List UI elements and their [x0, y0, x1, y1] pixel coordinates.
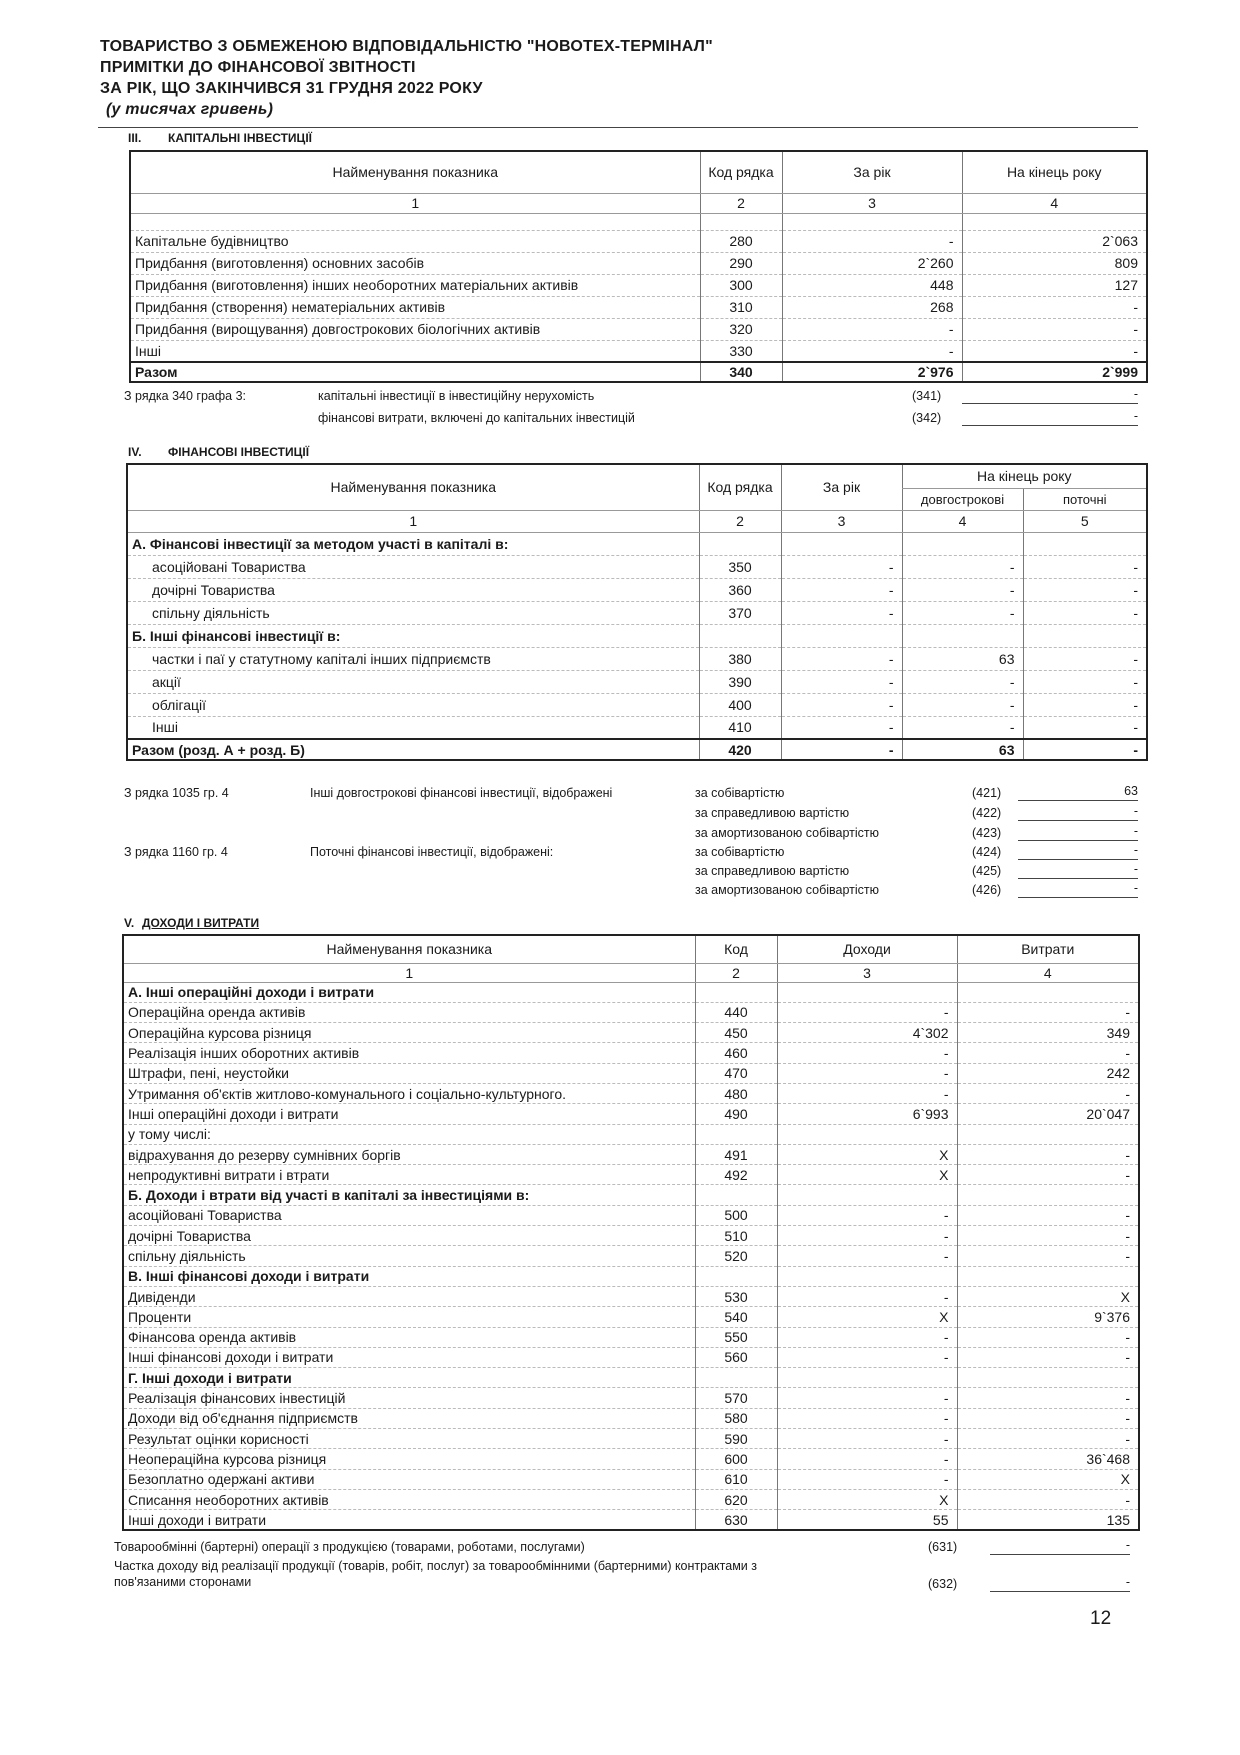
- table-row: [123, 1489, 1139, 1509]
- income-value: 55: [777, 1510, 957, 1530]
- income-value: -: [777, 1429, 957, 1449]
- income-value: -: [777, 1002, 957, 1022]
- row-code: 492: [695, 1165, 777, 1185]
- note-code: (632): [928, 1577, 958, 1591]
- note-item: за справедливою вартістю: [695, 806, 850, 820]
- document-title: ПРИМІТКИ ДО ФІНАНСОВОЇ ЗВІТНОСТІ: [100, 59, 416, 76]
- expense-value: 36`468: [957, 1449, 1139, 1469]
- row-code: [695, 1124, 777, 1144]
- table-row: [123, 1083, 1139, 1103]
- row-label: Дивіденди: [123, 1286, 695, 1306]
- group-row: Г. Інші доходи і витрати: [123, 1368, 1139, 1388]
- capital-investments-table: [129, 150, 1148, 383]
- table-row: [123, 1144, 1139, 1164]
- table-row: Інші 410 - - -: [127, 716, 1147, 739]
- row-label: Доходи від об'єднання підприємств: [123, 1408, 695, 1428]
- income-value: -: [777, 1063, 957, 1083]
- row-label: Реалізація фінансових інвестицій: [123, 1388, 695, 1408]
- note-value: -: [962, 409, 1138, 426]
- table-row: [123, 1002, 1139, 1022]
- column-number-row: 1 2 3 4: [123, 963, 1139, 982]
- expense-value: [957, 1124, 1139, 1144]
- row-label: Списання необоротних активів: [123, 1489, 695, 1509]
- income-expenses-table: [122, 934, 1140, 1531]
- row-label: Реалізація інших оборотних активів: [123, 1043, 695, 1063]
- table-row: [123, 1327, 1139, 1347]
- note-value: -: [990, 1575, 1130, 1592]
- income-value: -: [777, 1246, 957, 1266]
- expense-value: -: [957, 1246, 1139, 1266]
- note-value: -: [1018, 824, 1138, 841]
- table-header-row: Найменування показника Код рядка За рік На кінець року: [130, 151, 1147, 193]
- row-code: 530: [695, 1286, 777, 1306]
- row-label: Інші операційні доходи і витрати: [123, 1104, 695, 1124]
- table-row: [123, 1307, 1139, 1327]
- total-row: Разом 340 2`976 2`999: [130, 362, 1147, 382]
- table-row: Придбання (створення) нематеріальних активів 310 268 -: [130, 296, 1147, 318]
- note-code: (421): [972, 786, 1002, 800]
- table-row: Придбання (вирощування) довгострокових біологічних активів 320 - -: [130, 318, 1147, 340]
- table-row: акції 390 - - -: [127, 670, 1147, 693]
- note-value: -: [962, 387, 1138, 404]
- expense-value: -: [957, 1327, 1139, 1347]
- table-row: [123, 1429, 1139, 1449]
- total-row: Разом (розд. А + розд. Б) 420 - 63 -: [127, 739, 1147, 760]
- table-row: частки і паї у статутному капіталі інших підприємств 380 - 63 -: [127, 647, 1147, 670]
- income-expenses-body: [123, 982, 1139, 1530]
- group-row: В. Інші фінансові доходи і витрати: [123, 1266, 1139, 1286]
- table-row: [123, 1063, 1139, 1083]
- row-code: 520: [695, 1246, 777, 1266]
- section4-title: IV. ФІНАНСОВІ ІНВЕСТИЦІЇ: [128, 445, 310, 459]
- row-label: непродуктивні витрати і втрати: [123, 1165, 695, 1185]
- row-label: Результат оцінки корисності: [123, 1429, 695, 1449]
- row-label: Операційна оренда активів: [123, 1002, 695, 1022]
- expense-value: 349: [957, 1023, 1139, 1043]
- table-row: Капітальне будівництво 280 - 2`063: [130, 230, 1147, 252]
- note-code: (342): [912, 411, 942, 425]
- section3-note-prefix: З рядка 340 графа 3:: [124, 389, 246, 403]
- note-item: за амортизованою собівартістю: [695, 883, 879, 897]
- row-label: Неопераційна курсова різниця: [123, 1449, 695, 1469]
- note-prefix: З рядка 1035 гр. 4: [124, 786, 229, 800]
- income-value: -: [777, 1083, 957, 1103]
- row-code: 470: [695, 1063, 777, 1083]
- document-header: [100, 36, 1140, 120]
- row-code: 480: [695, 1083, 777, 1103]
- table-row: [123, 1205, 1139, 1225]
- table-row: [123, 1226, 1139, 1246]
- table-row: облігації 400 - - -: [127, 693, 1147, 716]
- row-code: 570: [695, 1388, 777, 1408]
- table-row: [123, 1124, 1139, 1144]
- expense-value: -: [957, 1002, 1139, 1022]
- note-text: Поточні фінансові інвестиції, відображені:: [310, 845, 554, 859]
- income-value: -: [777, 1286, 957, 1306]
- row-code: 580: [695, 1408, 777, 1428]
- expense-value: -: [957, 1205, 1139, 1225]
- note-prefix: З рядка 1160 гр. 4: [124, 845, 228, 859]
- financial-investments-table: Найменування показника Код рядка За рік На кінець року довгострокові поточні 1 2 3 4 5 А. Фінансові інвестиції за методом участі в капіталі в: асоційовані Товариства 350 - - - дочірні Товариства 360 - - - спільну діяльність 370 - - - Б. Інші фінансові інвестиції в: частки і паї у статутному капіталі інших підприємств 380 - 63 - акції 390 - - - облігації 400 - - - Інші 410 - - - Разом (розд. А + розд. Б) 420 - 63 -: [126, 463, 1148, 761]
- expense-value: 135: [957, 1510, 1139, 1530]
- income-value: -: [777, 1449, 957, 1469]
- section3-note-342: фінансові витрати, включені до капітальних інвестицій: [318, 411, 635, 425]
- table-row: [123, 1449, 1139, 1469]
- income-value: -: [777, 1327, 957, 1347]
- section3-note-341: капітальні інвестиції в інвестиційну нерухомість: [318, 389, 595, 403]
- table-row: [123, 1023, 1139, 1043]
- row-label: Операційна курсова різниця: [123, 1023, 695, 1043]
- table-row: [123, 1286, 1139, 1306]
- note-code: (424): [972, 845, 1002, 859]
- group-row: А. Фінансові інвестиції за методом участі в капіталі в:: [127, 532, 1147, 555]
- note-text: Частка доходу від реалізації продукції (товарів, робіт, послуг) за товарообмінними (бартерними) контрактами з: [114, 1559, 757, 1573]
- income-value: 6`993: [777, 1104, 957, 1124]
- period-title: ЗА РІК, ЩО ЗАКІНЧИВСЯ 31 ГРУДНЯ 2022 РОКУ: [100, 80, 483, 97]
- note-item: за собівартістю: [695, 786, 785, 800]
- table-row: Придбання (виготовлення) інших необоротних матеріальних активів 300 448 127: [130, 274, 1147, 296]
- row-code: 540: [695, 1307, 777, 1327]
- expense-value: -: [957, 1226, 1139, 1246]
- note-text: Інші довгострокові фінансові інвестиції, відображені: [310, 786, 613, 800]
- note-value: 63: [1018, 784, 1138, 801]
- expense-value: -: [957, 1347, 1139, 1367]
- row-label: Штрафи, пені, неустойки: [123, 1063, 695, 1083]
- row-code: 450: [695, 1023, 777, 1043]
- income-value: -: [777, 1205, 957, 1225]
- table-row: спільну діяльність 370 - - -: [127, 601, 1147, 624]
- note-value: -: [990, 1538, 1130, 1555]
- row-label: дочірні Товариства: [123, 1226, 695, 1246]
- expense-value: -: [957, 1489, 1139, 1509]
- table-row: [123, 1246, 1139, 1266]
- row-label: асоційовані Товариства: [123, 1205, 695, 1225]
- expense-value: X: [957, 1469, 1139, 1489]
- note-item: за справедливою вартістю: [695, 864, 850, 878]
- expense-value: -: [957, 1144, 1139, 1164]
- income-value: -: [777, 1388, 957, 1408]
- note-value: -: [1018, 881, 1138, 898]
- row-label: Фінансова оренда активів: [123, 1327, 695, 1347]
- expense-value: X: [957, 1286, 1139, 1306]
- income-value: X: [777, 1489, 957, 1509]
- table-row: Придбання (виготовлення) основних засобів 290 2`260 809: [130, 252, 1147, 274]
- income-value: -: [777, 1408, 957, 1428]
- note-value: -: [1018, 843, 1138, 860]
- expense-value: 242: [957, 1063, 1139, 1083]
- note-code: (631): [928, 1540, 958, 1554]
- section3-title: III. КАПІТАЛЬНІ ІНВЕСТИЦІЇ: [128, 131, 312, 145]
- table-row: [123, 1165, 1139, 1185]
- table-row: дочірні Товариства 360 - - -: [127, 578, 1147, 601]
- section5-title: V. ДОХОДИ І ВИТРАТИ: [124, 916, 260, 930]
- table-row: [123, 1388, 1139, 1408]
- expense-value: -: [957, 1388, 1139, 1408]
- row-label: Проценти: [123, 1307, 695, 1327]
- row-code: 590: [695, 1429, 777, 1449]
- header-divider: [98, 127, 1138, 128]
- row-label: Інші фінансові доходи і витрати: [123, 1347, 695, 1367]
- note-item: за амортизованою собівартістю: [695, 826, 879, 840]
- row-code: 510: [695, 1226, 777, 1246]
- row-code: 600: [695, 1449, 777, 1469]
- note-item: за собівартістю: [695, 845, 785, 859]
- income-value: -: [777, 1347, 957, 1367]
- table-row: [123, 1510, 1139, 1530]
- spacer-row: [130, 213, 1147, 230]
- note-value: -: [1018, 804, 1138, 821]
- table-row: [123, 1347, 1139, 1367]
- row-code: 630: [695, 1510, 777, 1530]
- row-label: Утримання об'єктів житлово-комунального і соціально-культурного.: [123, 1083, 695, 1103]
- row-label: Безоплатно одержані активи: [123, 1469, 695, 1489]
- expense-value: 9`376: [957, 1307, 1139, 1327]
- note-code: (425): [972, 864, 1002, 878]
- row-code: 560: [695, 1347, 777, 1367]
- note-text-continued: пов'язаними сторонами: [114, 1575, 252, 1589]
- note-code: (341): [912, 389, 942, 403]
- income-value: X: [777, 1165, 957, 1185]
- table-row: [123, 1104, 1139, 1124]
- row-label: Інші доходи і витрати: [123, 1510, 695, 1530]
- income-value: [777, 1124, 957, 1144]
- income-value: -: [777, 1043, 957, 1063]
- expense-value: -: [957, 1165, 1139, 1185]
- note-value: -: [1018, 862, 1138, 879]
- table-header-row: Найменування показника Код Доходи Витрати: [123, 935, 1139, 963]
- group-row: А. Інші операційні доходи і витрати: [123, 982, 1139, 1002]
- table-row: [123, 1408, 1139, 1428]
- row-code: 460: [695, 1043, 777, 1063]
- group-row: Б. Інші фінансові інвестиції в:: [127, 624, 1147, 647]
- row-code: 491: [695, 1144, 777, 1164]
- expense-value: -: [957, 1043, 1139, 1063]
- company-name: ТОВАРИСТВО З ОБМЕЖЕНОЮ ВІДПОВІДАЛЬНІСТЮ "НОВОТЕХ-ТЕРМІНАЛ": [100, 38, 713, 55]
- income-value: X: [777, 1144, 957, 1164]
- income-value: X: [777, 1307, 957, 1327]
- column-number-row: 1 2 3 4 5: [127, 510, 1147, 532]
- group-row: Б. Доходи і втрати від участі в капіталі за інвестиціями в:: [123, 1185, 1139, 1205]
- row-code: 610: [695, 1469, 777, 1489]
- expense-value: -: [957, 1083, 1139, 1103]
- column-number-row: 1 2 3 4: [130, 193, 1147, 213]
- row-label: відрахування до резерву сумнівних боргів: [123, 1144, 695, 1164]
- expense-value: -: [957, 1429, 1139, 1449]
- income-value: -: [777, 1469, 957, 1489]
- note-text: Товарообмінні (бартерні) операції з продукцією (товарами, роботами, послугами): [114, 1540, 585, 1554]
- note-code: (426): [972, 883, 1002, 897]
- row-code: 500: [695, 1205, 777, 1225]
- row-code: 550: [695, 1327, 777, 1347]
- income-value: 4`302: [777, 1023, 957, 1043]
- table-row: асоційовані Товариства 350 - - -: [127, 555, 1147, 578]
- row-code: 620: [695, 1489, 777, 1509]
- note-code: (422): [972, 806, 1002, 820]
- income-value: -: [777, 1226, 957, 1246]
- table-row: [123, 1469, 1139, 1489]
- units-note: (у тисячах гривень): [106, 101, 274, 118]
- table-row: Інші 330 - -: [130, 340, 1147, 362]
- table-row: [123, 1043, 1139, 1063]
- page-number: 12: [1090, 1608, 1112, 1629]
- row-label: у тому числі:: [123, 1124, 695, 1144]
- expense-value: 20`047: [957, 1104, 1139, 1124]
- row-code: 440: [695, 1002, 777, 1022]
- note-code: (423): [972, 826, 1002, 840]
- expense-value: -: [957, 1408, 1139, 1428]
- row-code: 490: [695, 1104, 777, 1124]
- row-label: спільну діяльність: [123, 1246, 695, 1266]
